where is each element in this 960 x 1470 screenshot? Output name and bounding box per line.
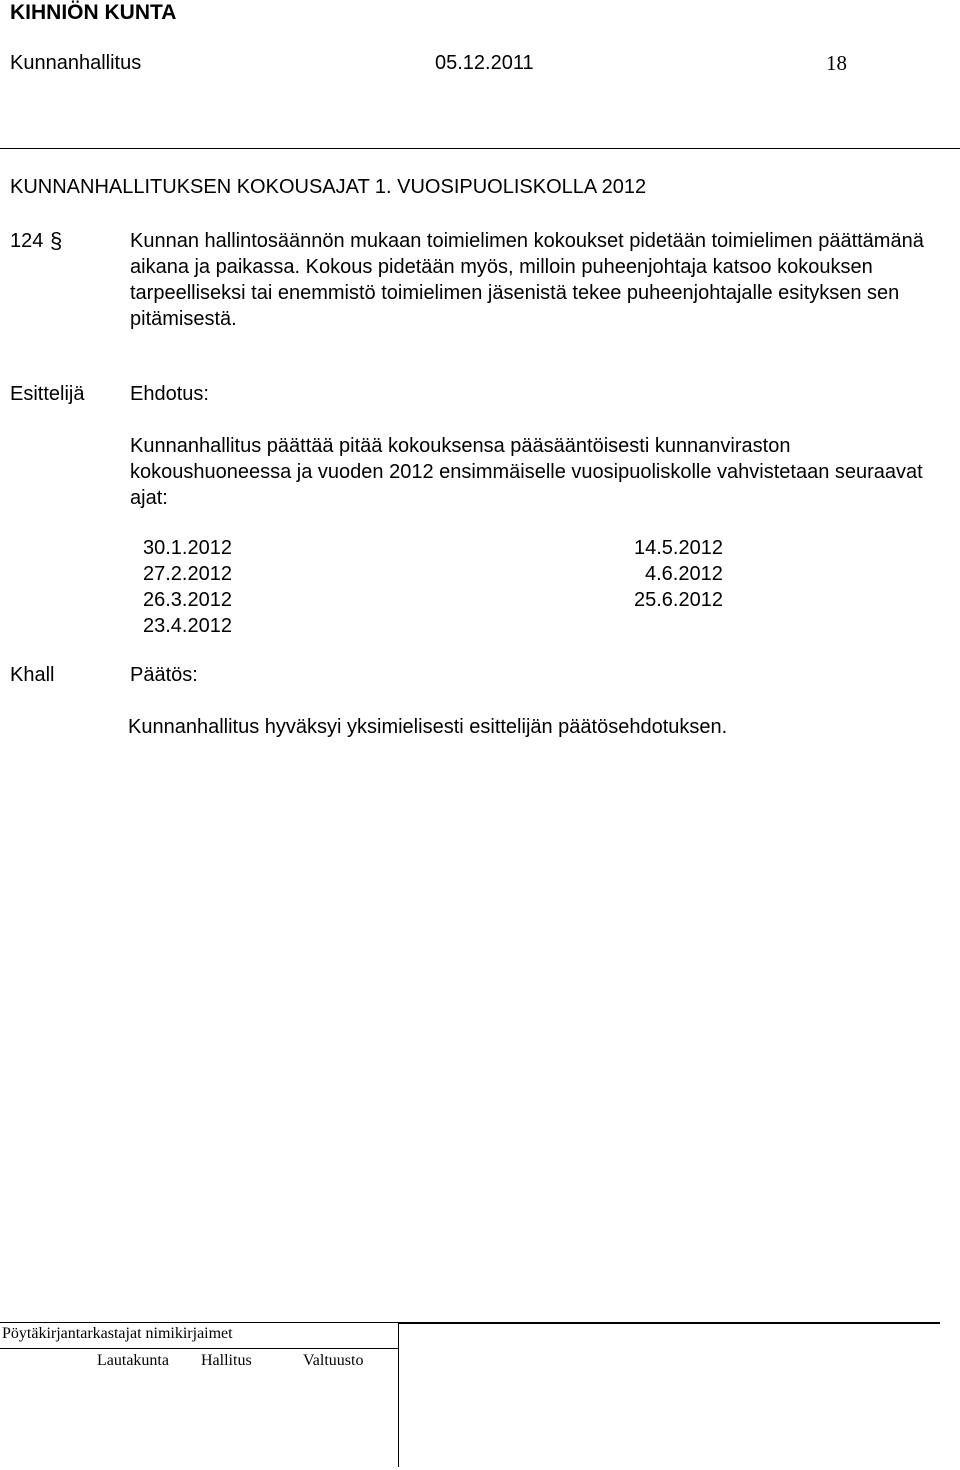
- section-paragraph: Kunnan hallintosäännön mukaan toimielimen kokoukset pidetään toimielimen päättämänä aikana ja paikassa. Kokous pidetään myös, milloin puheenjohtaja katsoo kokouksen tarpeelliseksi tai enemmistö toimielimen jäsenistä tekee puheenjohtajalle esityksen sen pitämisestä.: [130, 230, 924, 330]
- section-number: 124: [10, 230, 44, 252]
- footer-column-lautakunta: Lautakunta: [97, 1352, 169, 1369]
- decision-text: Kunnanhallitus hyväksyi yksimielisesti esittelijän päätösehdotuksen.: [128, 716, 728, 738]
- presenter-label: Esittelijä: [10, 383, 85, 405]
- footer-column-valtuusto: Valtuusto: [303, 1352, 364, 1369]
- page-number: 18: [826, 51, 847, 75]
- meeting-date: 30.1.2012: [143, 537, 232, 559]
- section-sign-icon: §: [50, 228, 63, 253]
- footer-top-rule-thick: [398, 1322, 940, 1324]
- signature-footer: [0, 1322, 960, 1470]
- proposal-text: Kunnanhallitus päättää pitää kokouksensa pääsääntöisesti kunnanviraston kokoushuoneessa ja vuoden 2012 ensimmäiselle vuosipuoliskolle vahvistetaan seuraavat ajat:: [130, 435, 923, 509]
- decision-heading: Päätös:: [130, 664, 198, 686]
- footer-middle-rule: [0, 1348, 398, 1349]
- meeting-date: 23.4.2012: [143, 615, 232, 637]
- meeting-date: 14.5.2012: [634, 537, 723, 559]
- decision-body-label: Khall: [10, 664, 55, 686]
- meeting-date: 27.2.2012: [143, 563, 232, 585]
- header-date: 05.12.2011: [435, 52, 534, 74]
- header-divider: [0, 148, 960, 149]
- meeting-date: 4.6.2012: [645, 563, 723, 585]
- proposal-heading: Ehdotus:: [130, 383, 209, 405]
- organization-name: KIHNIÖN KUNTA: [10, 1, 177, 24]
- footer-column-hallitus: Hallitus: [201, 1352, 252, 1369]
- section-title: KUNNANHALLITUKSEN KOKOUSAJAT 1. VUOSIPUOLISKOLLA 2012: [10, 176, 647, 198]
- footer-top-rule: [0, 1322, 398, 1323]
- meeting-date: 26.3.2012: [143, 589, 232, 611]
- footer-vertical-rule: [398, 1322, 399, 1467]
- meeting-date: 25.6.2012: [634, 589, 723, 611]
- header-body-name: Kunnanhallitus: [10, 52, 142, 74]
- footer-title: Pöytäkirjantarkastajat nimikirjaimet: [2, 1325, 233, 1342]
